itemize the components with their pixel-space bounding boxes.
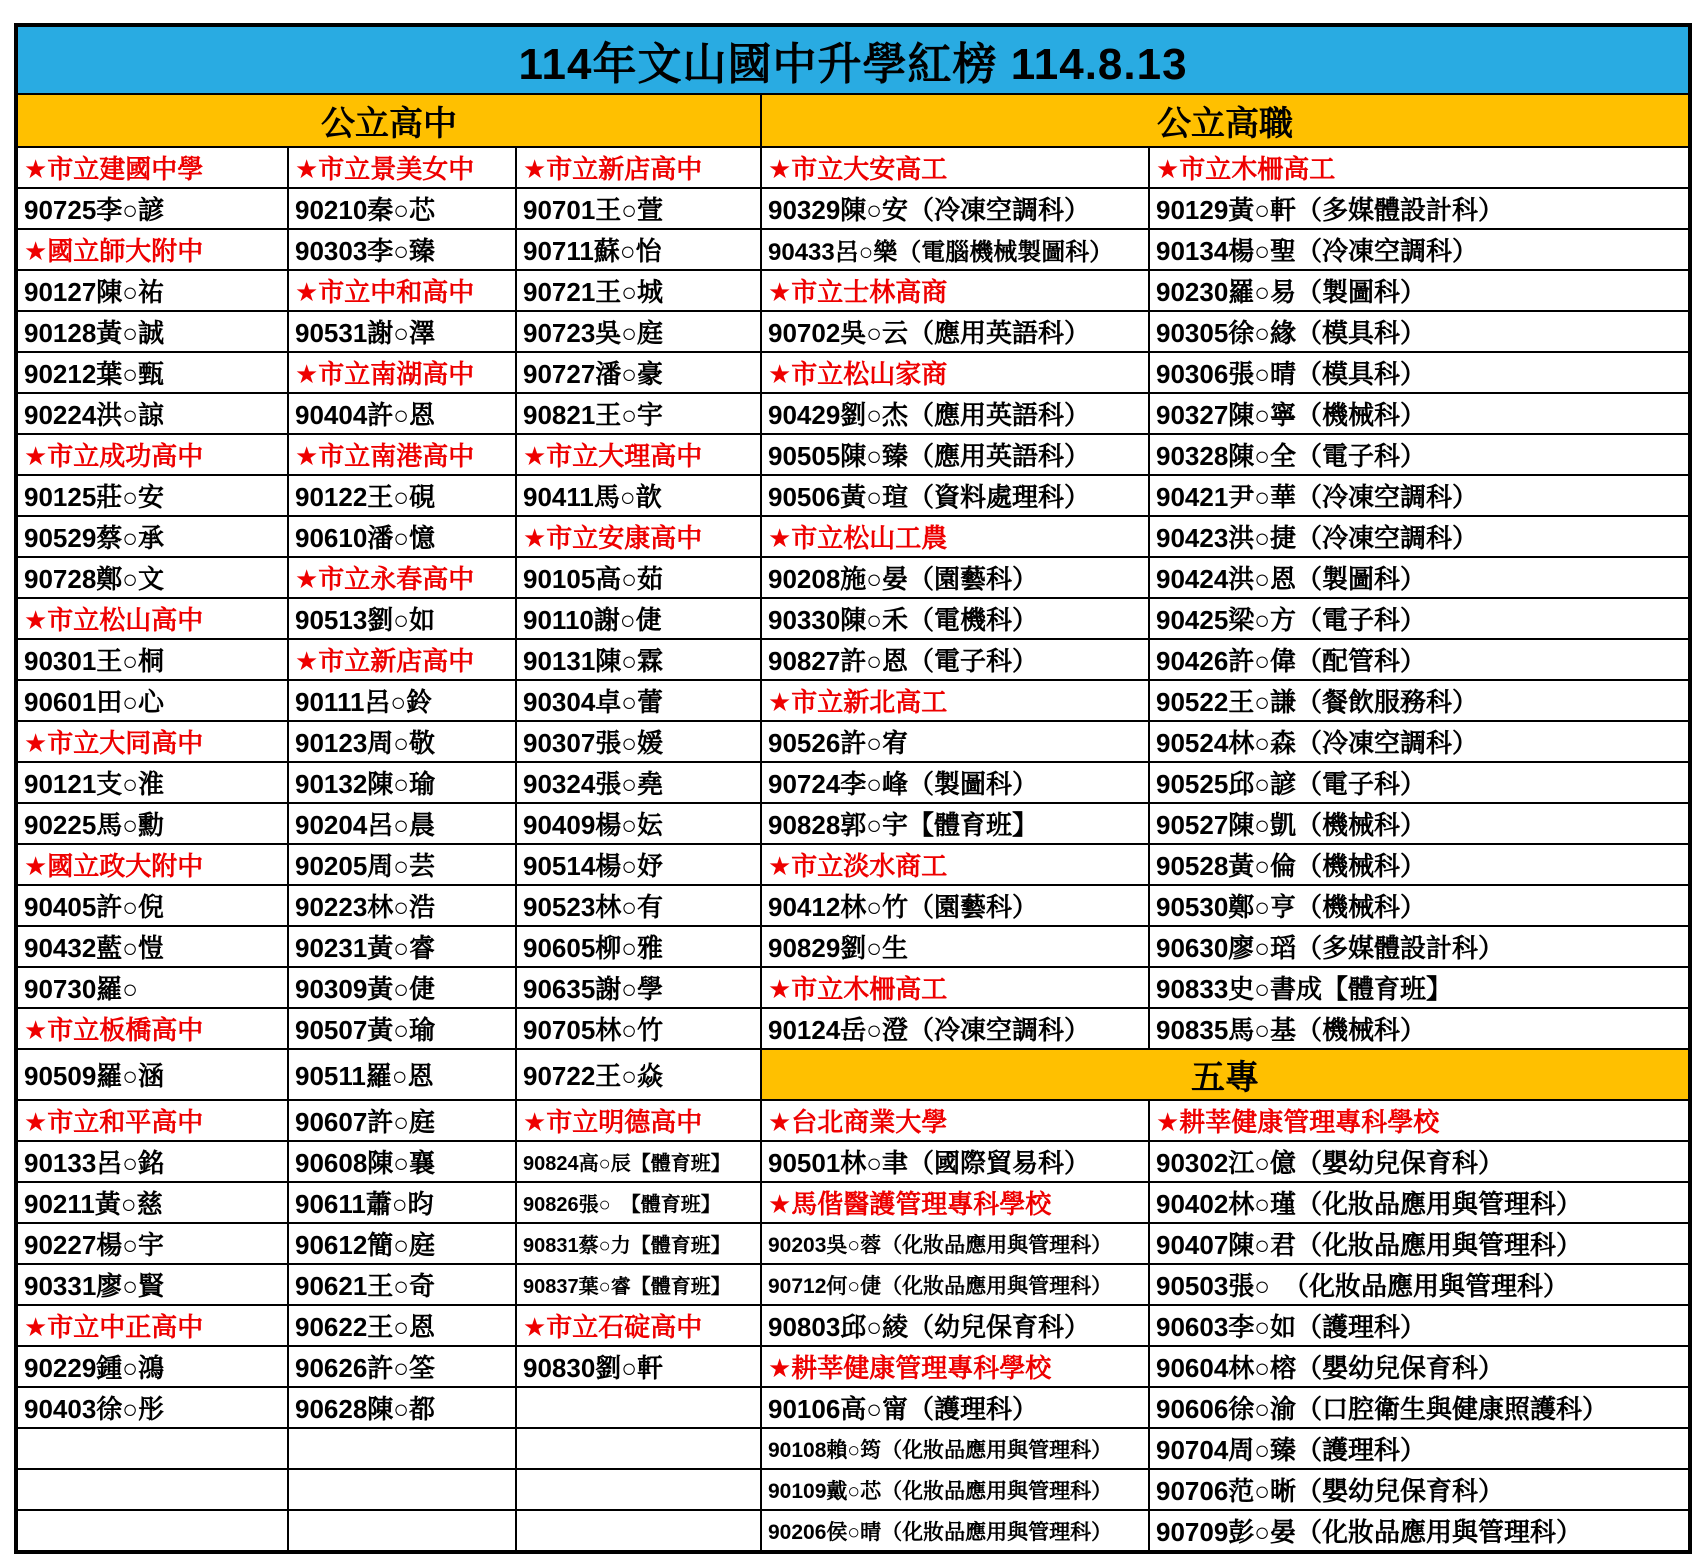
student-cell: 90725李○諺 xyxy=(16,188,288,229)
student-cell: 90527陳○凱（機械科） xyxy=(1149,803,1690,844)
student-cell: 90612簡○庭 xyxy=(288,1223,516,1264)
student-cell: 90121支○淮 xyxy=(16,762,288,803)
student-cell: 90210秦○芯 xyxy=(288,188,516,229)
student-cell: 90604林○榕（嬰幼兒保育科） xyxy=(1149,1346,1690,1387)
student-cell: 90829劉○生 xyxy=(761,926,1149,967)
table-row xyxy=(16,393,1690,434)
student-cell: 90330陳○禾（電機科） xyxy=(761,598,1149,639)
student-cell: 90610潘○憶 xyxy=(288,516,516,557)
student-cell: 90830劉○軒 xyxy=(516,1346,761,1387)
student-cell: 90701王○萱 xyxy=(516,188,761,229)
student-cell: 90129黃○軒（多媒體設計科） xyxy=(1149,188,1690,229)
student-cell: 90405許○倪 xyxy=(16,885,288,926)
student-cell: 90724李○峰（製圖科） xyxy=(761,762,1149,803)
school-name-cell: ★市立松山家商 xyxy=(761,352,1149,393)
student-cell: 90309黃○倢 xyxy=(288,967,516,1008)
table-row xyxy=(16,1264,1690,1305)
student-cell: 90728鄭○文 xyxy=(16,557,288,598)
table-row xyxy=(16,557,1690,598)
student-cell: 90225馬○勳 xyxy=(16,803,288,844)
school-name-cell: ★台北商業大學 xyxy=(761,1100,1149,1141)
school-name-cell: ★市立大同高中 xyxy=(16,721,288,762)
student-cell: 90709彭○晏（化妝品應用與管理科） xyxy=(1149,1510,1690,1552)
student-cell: 90127陳○祐 xyxy=(16,270,288,311)
table-row xyxy=(16,475,1690,516)
table-row xyxy=(16,188,1690,229)
student-cell: 90727潘○豪 xyxy=(516,352,761,393)
school-name-cell: ★市立景美女中 xyxy=(288,147,516,188)
student-cell: 90305徐○緣（模具科） xyxy=(1149,311,1690,352)
empty-cell xyxy=(16,1428,288,1469)
school-name-cell: ★市立板橋高中 xyxy=(16,1008,288,1049)
student-cell: 90611蕭○昀 xyxy=(288,1182,516,1223)
student-cell: 90605柳○雅 xyxy=(516,926,761,967)
school-name-cell: ★市立南港高中 xyxy=(288,434,516,475)
table-row xyxy=(16,885,1690,926)
school-name-cell: ★市立南湖高中 xyxy=(288,352,516,393)
empty-cell xyxy=(288,1469,516,1510)
table-row xyxy=(16,1100,1690,1141)
student-cell: 90402林○瑾（化妝品應用與管理科） xyxy=(1149,1182,1690,1223)
student-cell: 90409楊○妘 xyxy=(516,803,761,844)
table-row xyxy=(16,598,1690,639)
student-cell: 90529蔡○承 xyxy=(16,516,288,557)
school-name-cell: ★市立士林高商 xyxy=(761,270,1149,311)
table-row xyxy=(16,721,1690,762)
student-cell: 90421尹○華（冷凍空調科） xyxy=(1149,475,1690,516)
table-row xyxy=(16,1387,1690,1428)
table-row xyxy=(16,1305,1690,1346)
school-name-cell: ★市立木柵高工 xyxy=(1149,147,1690,188)
school-name-cell: ★市立安康高中 xyxy=(516,516,761,557)
table-row xyxy=(16,1182,1690,1223)
student-cell: 90302江○億（嬰幼兒保育科） xyxy=(1149,1141,1690,1182)
table-row xyxy=(16,1141,1690,1182)
page-title: 114年文山國中升學紅榜 114.8.13 xyxy=(16,25,1690,94)
student-cell: 90528黃○倫（機械科） xyxy=(1149,844,1690,885)
school-name-cell: ★市立新北高工 xyxy=(761,680,1149,721)
title-row xyxy=(16,25,1690,94)
student-cell: 90835馬○基（機械科） xyxy=(1149,1008,1690,1049)
table-row xyxy=(16,1346,1690,1387)
student-cell: 90331廖○賢 xyxy=(16,1264,288,1305)
student-cell: 90423洪○捷（冷凍空調科） xyxy=(1149,516,1690,557)
student-cell: 90505陳○臻（應用英語科） xyxy=(761,434,1149,475)
empty-cell xyxy=(516,1428,761,1469)
student-cell: 90132陳○瑜 xyxy=(288,762,516,803)
school-name-cell: ★耕莘健康管理專科學校 xyxy=(1149,1100,1690,1141)
student-cell: 90124岳○澄（冷凍空調科） xyxy=(761,1008,1149,1049)
student-cell: 90303李○臻 xyxy=(288,229,516,270)
student-cell: 90429劉○杰（應用英語科） xyxy=(761,393,1149,434)
student-cell: 90711蘇○怡 xyxy=(516,229,761,270)
student-cell: 90208施○晏（園藝科） xyxy=(761,557,1149,598)
school-name-cell: ★市立明德高中 xyxy=(516,1100,761,1141)
student-cell: 90122王○硯 xyxy=(288,475,516,516)
table-row xyxy=(16,803,1690,844)
student-cell: 90306張○晴（模具科） xyxy=(1149,352,1690,393)
student-cell: 90606徐○渝（口腔衛生與健康照護科） xyxy=(1149,1387,1690,1428)
student-cell: 90506黃○瑄（資料處理科） xyxy=(761,475,1149,516)
student-cell: 90231黃○睿 xyxy=(288,926,516,967)
student-cell: 90526許○宥 xyxy=(761,721,1149,762)
school-name-cell: ★市立松山高中 xyxy=(16,598,288,639)
student-cell: 90110謝○倢 xyxy=(516,598,761,639)
student-cell: 90705林○竹 xyxy=(516,1008,761,1049)
student-cell: 90833史○書成【體育班】 xyxy=(1149,967,1690,1008)
empty-cell xyxy=(516,1469,761,1510)
student-cell: 90503張○ （化妝品應用與管理科） xyxy=(1149,1264,1690,1305)
student-cell: 90203吳○蓉（化妝品應用與管理科） xyxy=(761,1223,1149,1264)
student-cell: 90524林○森（冷凍空調科） xyxy=(1149,721,1690,762)
school-name-cell: ★市立木柵高工 xyxy=(761,967,1149,1008)
student-cell: 90608陳○襄 xyxy=(288,1141,516,1182)
student-cell: 90125莊○安 xyxy=(16,475,288,516)
school-name-cell: ★市立和平高中 xyxy=(16,1100,288,1141)
student-cell: 90507黃○瑜 xyxy=(288,1008,516,1049)
table-row xyxy=(16,639,1690,680)
table-row xyxy=(16,229,1690,270)
student-cell: 90730羅○ xyxy=(16,967,288,1008)
student-cell: 90106高○甯（護理科） xyxy=(761,1387,1149,1428)
table-row xyxy=(16,1049,1690,1100)
student-cell: 90108賴○筠（化妝品應用與管理科） xyxy=(761,1428,1149,1469)
student-cell: 90109戴○芯（化妝品應用與管理科） xyxy=(761,1469,1149,1510)
empty-cell xyxy=(288,1428,516,1469)
school-name-cell: ★市立大理高中 xyxy=(516,434,761,475)
table-row xyxy=(16,1008,1690,1049)
table-row xyxy=(16,1428,1690,1469)
student-cell: 90328陳○全（電子科） xyxy=(1149,434,1690,475)
student-cell: 90204呂○晨 xyxy=(288,803,516,844)
school-name-cell: ★市立大安高工 xyxy=(761,147,1149,188)
student-cell: 90304卓○蕾 xyxy=(516,680,761,721)
section-header-row xyxy=(16,94,1690,147)
table-row xyxy=(16,762,1690,803)
student-cell: 90626許○筌 xyxy=(288,1346,516,1387)
student-cell: 90704周○臻（護理科） xyxy=(1149,1428,1690,1469)
student-cell: 90630廖○瑫（多媒體設計科） xyxy=(1149,926,1690,967)
wuzhuan-section-header: 五專 xyxy=(761,1049,1690,1100)
student-cell: 90227楊○宇 xyxy=(16,1223,288,1264)
student-cell: 90307張○媛 xyxy=(516,721,761,762)
table-row xyxy=(16,311,1690,352)
student-cell: 90111呂○鈴 xyxy=(288,680,516,721)
student-cell: 90721王○城 xyxy=(516,270,761,311)
student-cell: 90803邱○綾（幼兒保育科） xyxy=(761,1305,1149,1346)
school-name-cell: ★國立政大附中 xyxy=(16,844,288,885)
student-cell: 90327陳○寧（機械科） xyxy=(1149,393,1690,434)
student-cell: 90433呂○樂（電腦機械製圖科） xyxy=(761,229,1149,270)
student-cell: 90212葉○甄 xyxy=(16,352,288,393)
student-cell: 90229鍾○鴻 xyxy=(16,1346,288,1387)
table-row xyxy=(16,352,1690,393)
school-name-cell: ★市立永春高中 xyxy=(288,557,516,598)
school-name-cell: ★市立新店高中 xyxy=(288,639,516,680)
table-row xyxy=(16,270,1690,311)
student-cell: 90128黃○誠 xyxy=(16,311,288,352)
section-header-public-high-school: 公立高中 xyxy=(16,94,761,147)
school-name-cell: ★市立松山工農 xyxy=(761,516,1149,557)
school-name-cell: ★馬偕醫護管理專科學校 xyxy=(761,1182,1149,1223)
student-cell: 90522王○謙（餐飲服務科） xyxy=(1149,680,1690,721)
school-name-cell: ★市立新店高中 xyxy=(516,147,761,188)
student-cell: 90424洪○恩（製圖科） xyxy=(1149,557,1690,598)
student-cell: 90821王○宇 xyxy=(516,393,761,434)
student-cell: 90513劉○如 xyxy=(288,598,516,639)
student-cell: 90723吳○庭 xyxy=(516,311,761,352)
student-cell: 90603李○如（護理科） xyxy=(1149,1305,1690,1346)
student-cell: 90509羅○涵 xyxy=(16,1049,288,1100)
student-cell: 90531謝○澤 xyxy=(288,311,516,352)
student-cell: 90530鄭○亨（機械科） xyxy=(1149,885,1690,926)
student-cell: 90211黃○慈 xyxy=(16,1182,288,1223)
section-header-public-vocational: 公立高職 xyxy=(761,94,1690,147)
student-cell: 90827許○恩（電子科） xyxy=(761,639,1149,680)
empty-cell xyxy=(516,1387,761,1428)
student-cell: 90105高○茹 xyxy=(516,557,761,598)
table-row xyxy=(16,926,1690,967)
student-cell: 90133呂○銘 xyxy=(16,1141,288,1182)
student-cell: 90712何○倢（化妝品應用與管理科） xyxy=(761,1264,1149,1305)
student-cell: 90514楊○妤 xyxy=(516,844,761,885)
empty-cell xyxy=(516,1510,761,1552)
school-name-cell: ★市立淡水商工 xyxy=(761,844,1149,885)
student-cell: 90205周○芸 xyxy=(288,844,516,885)
student-cell: 90523林○有 xyxy=(516,885,761,926)
student-cell: 90223林○浩 xyxy=(288,885,516,926)
student-cell: 90831蔡○力【體育班】 xyxy=(516,1223,761,1264)
table-row xyxy=(16,844,1690,885)
table-row xyxy=(16,434,1690,475)
table-row xyxy=(16,516,1690,557)
student-cell: 90706范○晰（嬰幼兒保育科） xyxy=(1149,1469,1690,1510)
student-cell: 90622王○恩 xyxy=(288,1305,516,1346)
empty-cell xyxy=(16,1510,288,1552)
student-cell: 90601田○心 xyxy=(16,680,288,721)
student-cell: 90426許○偉（配管科） xyxy=(1149,639,1690,680)
student-cell: 90702吳○云（應用英語科） xyxy=(761,311,1149,352)
table-row xyxy=(16,967,1690,1008)
school-name-cell: ★市立石碇高中 xyxy=(516,1305,761,1346)
student-cell: 90134楊○聖（冷凍空調科） xyxy=(1149,229,1690,270)
student-cell: 90206侯○晴（化妝品應用與管理科） xyxy=(761,1510,1149,1552)
student-cell: 90404許○恩 xyxy=(288,393,516,434)
table-row xyxy=(16,147,1690,188)
student-cell: 90411馬○歆 xyxy=(516,475,761,516)
student-cell: 90131陳○霖 xyxy=(516,639,761,680)
student-cell: 90837葉○睿【體育班】 xyxy=(516,1264,761,1305)
student-cell: 90607許○庭 xyxy=(288,1100,516,1141)
student-cell: 90224洪○諒 xyxy=(16,393,288,434)
school-name-cell: ★國立師大附中 xyxy=(16,229,288,270)
table-row xyxy=(16,1469,1690,1510)
table-row xyxy=(16,1510,1690,1552)
empty-cell xyxy=(16,1469,288,1510)
student-cell: 90621王○奇 xyxy=(288,1264,516,1305)
student-cell: 90722王○焱 xyxy=(516,1049,761,1100)
student-cell: 90407陳○君（化妝品應用與管理科） xyxy=(1149,1223,1690,1264)
student-cell: 90628陳○都 xyxy=(288,1387,516,1428)
student-cell: 90425梁○方（電子科） xyxy=(1149,598,1690,639)
student-cell: 90123周○敬 xyxy=(288,721,516,762)
student-cell: 90525邱○諺（電子科） xyxy=(1149,762,1690,803)
student-cell: 90412林○竹（園藝科） xyxy=(761,885,1149,926)
school-name-cell: ★市立成功高中 xyxy=(16,434,288,475)
student-cell: 90828郭○宇【體育班】 xyxy=(761,803,1149,844)
school-name-cell: ★市立中正高中 xyxy=(16,1305,288,1346)
table-row xyxy=(16,680,1690,721)
student-cell: 90511羅○恩 xyxy=(288,1049,516,1100)
student-cell: 90635謝○學 xyxy=(516,967,761,1008)
student-cell: 90501林○聿（國際貿易科） xyxy=(761,1141,1149,1182)
empty-cell xyxy=(288,1510,516,1552)
student-cell: 90324張○堯 xyxy=(516,762,761,803)
student-cell: 90301王○桐 xyxy=(16,639,288,680)
student-cell: 90403徐○彤 xyxy=(16,1387,288,1428)
table-row xyxy=(16,1223,1690,1264)
student-cell: 90432藍○愷 xyxy=(16,926,288,967)
school-name-cell: ★市立中和高中 xyxy=(288,270,516,311)
student-cell: 90329陳○安（冷凍空調科） xyxy=(761,188,1149,229)
student-cell: 90230羅○易（製圖科） xyxy=(1149,270,1690,311)
school-name-cell: ★耕莘健康管理專科學校 xyxy=(761,1346,1149,1387)
school-name-cell: ★市立建國中學 xyxy=(16,147,288,188)
student-cell: 90826張○ 【體育班】 xyxy=(516,1182,761,1223)
admission-table xyxy=(14,23,1692,1554)
student-cell: 90824高○辰【體育班】 xyxy=(516,1141,761,1182)
